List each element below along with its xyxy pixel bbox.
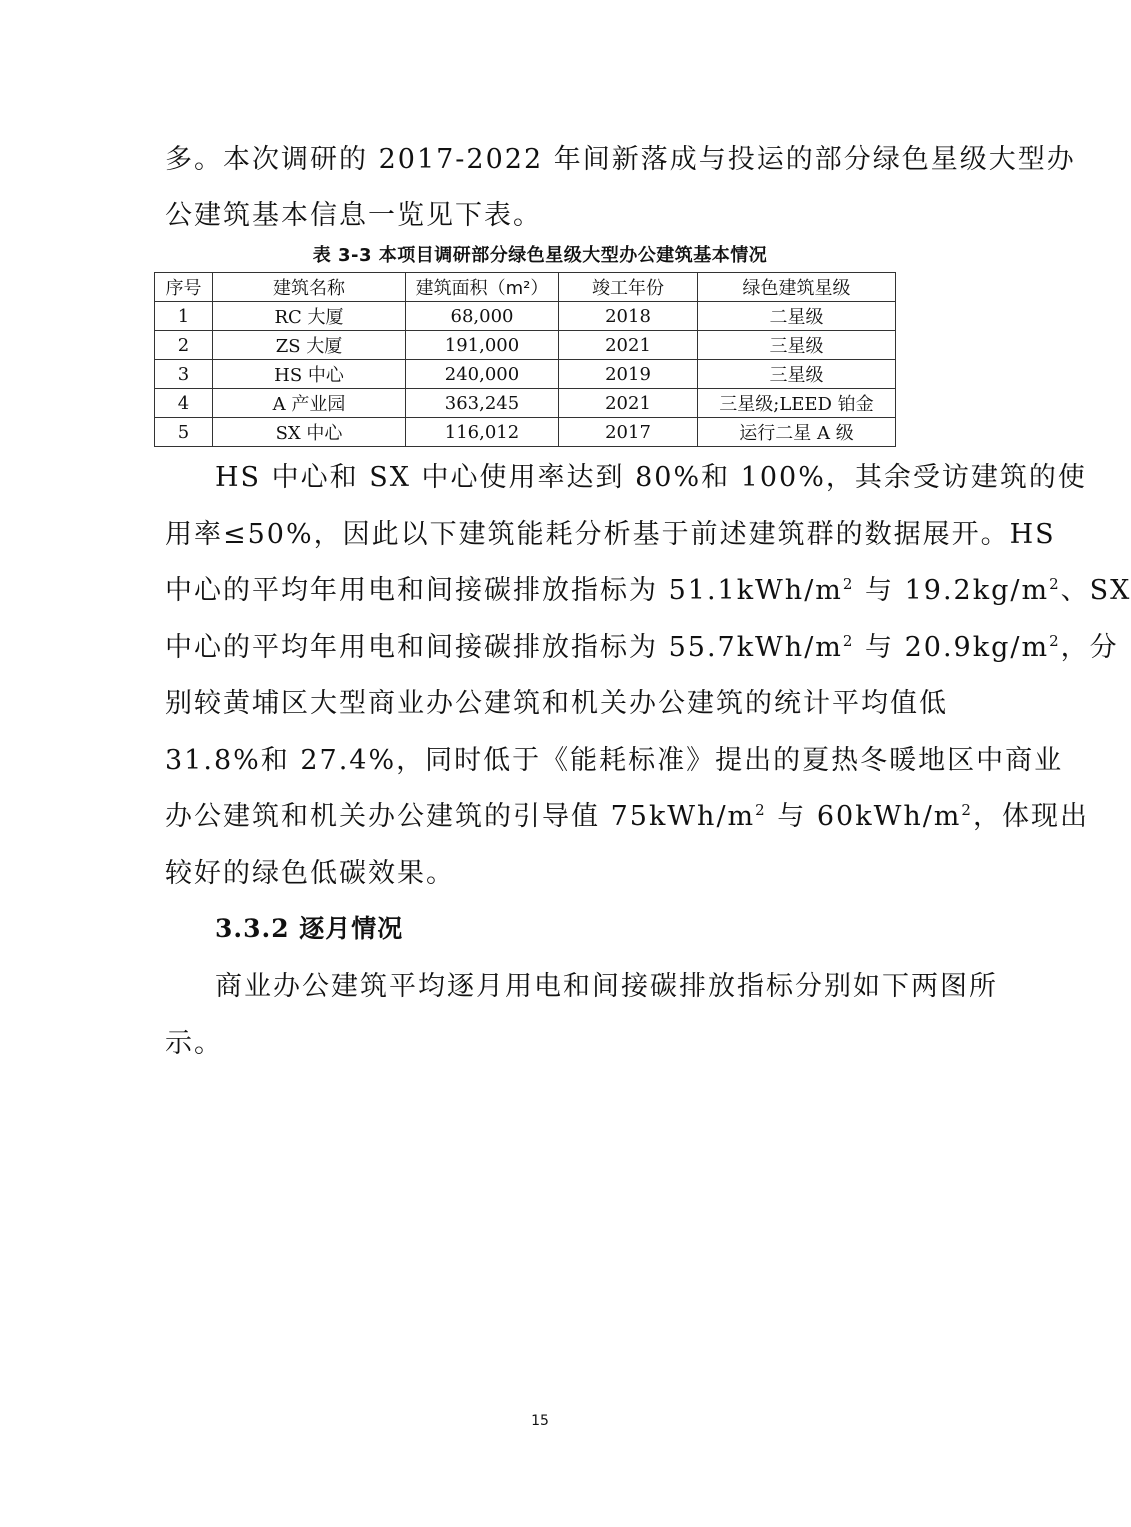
- superscript: 2: [842, 632, 855, 650]
- table-row: [155, 418, 896, 447]
- superscript: 2: [961, 801, 973, 819]
- buildings-table: [154, 272, 896, 447]
- table-row: [155, 360, 896, 389]
- para2-line-1: HS 中心和 SX 中心使用率达到 80%和 100%，其余受访建筑的使: [215, 462, 1087, 493]
- text-span: ，体现出: [972, 801, 1089, 832]
- intro-line-2: 公建筑基本信息一览见下表。: [165, 200, 542, 231]
- table-header-row: [155, 273, 896, 302]
- para2-line-6: 31.8%和 27.4%，同时低于《能耗标准》提出的夏热冬暖地区中商业: [165, 745, 1064, 776]
- para2-line-5: 别较黄埔区大型商业办公建筑和机关办公建筑的统计平均值低: [165, 688, 948, 719]
- table-cell: 5: [155, 418, 213, 447]
- table-cell: A 产业园: [213, 389, 406, 418]
- text-span: 与 60kWh/m: [766, 801, 962, 832]
- page-number: 15: [531, 1413, 549, 1429]
- para2-line-8: 较好的绿色低碳效果。: [165, 858, 455, 889]
- table-caption: 表 3-3 本项目调研部分绿色星级大型办公建筑基本情况: [312, 245, 768, 266]
- table-row: [155, 302, 896, 331]
- text-span: 中心的平均年用电和间接碳排放指标为 51.1kWh/m: [165, 575, 843, 606]
- para2-line-4: [165, 628, 1119, 668]
- intro-line-1: 多。本次调研的 2017-2022 年间新落成与投运的部分绿色星级大型办: [165, 144, 1076, 175]
- table-cell: 2017: [559, 418, 698, 447]
- table-row: [155, 331, 896, 360]
- table-cell: 3: [155, 360, 213, 389]
- header-cell: 建筑名称: [213, 273, 406, 302]
- table-cell: 2021: [559, 389, 698, 418]
- para2-line-2: 用率≤50%，因此以下建筑能耗分析基于前述建筑群的数据展开。HS: [165, 519, 1056, 550]
- text-span: 办公建筑和机关办公建筑的引导值 75kWh/m: [165, 801, 756, 832]
- text-span: 与 19.2kg/m: [854, 575, 1050, 606]
- table-cell: 三星级;LEED 铂金: [698, 389, 896, 418]
- table-cell: 363,245: [406, 389, 559, 418]
- superscript: 2: [1049, 632, 1061, 650]
- table-cell: 运行二星 A 级: [698, 418, 896, 447]
- table-cell: 三星级: [698, 331, 896, 360]
- header-cell: 竣工年份: [559, 273, 698, 302]
- table-cell: HS 中心: [213, 360, 406, 389]
- section-line-1: 商业办公建筑平均逐月用电和间接碳排放指标分别如下两图所: [215, 971, 998, 1002]
- table-cell: 4: [155, 389, 213, 418]
- text-span: 、SX: [1060, 575, 1131, 606]
- section-line-2: 示。: [165, 1028, 223, 1059]
- table-cell: 三星级: [698, 360, 896, 389]
- table-cell: 116,012: [406, 418, 559, 447]
- section-heading: 3.3.2 逐月情况: [215, 914, 404, 943]
- table-cell: 240,000: [406, 360, 559, 389]
- table-row: [155, 389, 896, 418]
- table-cell: 2: [155, 331, 213, 360]
- table-cell: SX 中心: [213, 418, 406, 447]
- superscript: 2: [842, 575, 855, 593]
- header-cell: 建筑面积（m²）: [406, 273, 559, 302]
- header-cell: 序号: [155, 273, 213, 302]
- table-cell: 191,000: [406, 331, 559, 360]
- table-cell: 68,000: [406, 302, 559, 331]
- superscript: 2: [1049, 575, 1061, 593]
- table-cell: RC 大厦: [213, 302, 406, 331]
- table-cell: 2018: [559, 302, 698, 331]
- table-cell: 二星级: [698, 302, 896, 331]
- table-cell: 1: [155, 302, 213, 331]
- table-cell: 2021: [559, 331, 698, 360]
- header-cell: 绿色建筑星级: [698, 273, 896, 302]
- para2-line-3: [165, 571, 1131, 611]
- superscript: 2: [755, 801, 767, 819]
- table-cell: 2019: [559, 360, 698, 389]
- text-span: 与 20.9kg/m: [854, 632, 1050, 663]
- para2-line-7: [165, 797, 1089, 837]
- text-span: ，分: [1060, 632, 1119, 663]
- text-span: 中心的平均年用电和间接碳排放指标为 55.7kWh/m: [165, 632, 843, 663]
- table-cell: ZS 大厦: [213, 331, 406, 360]
